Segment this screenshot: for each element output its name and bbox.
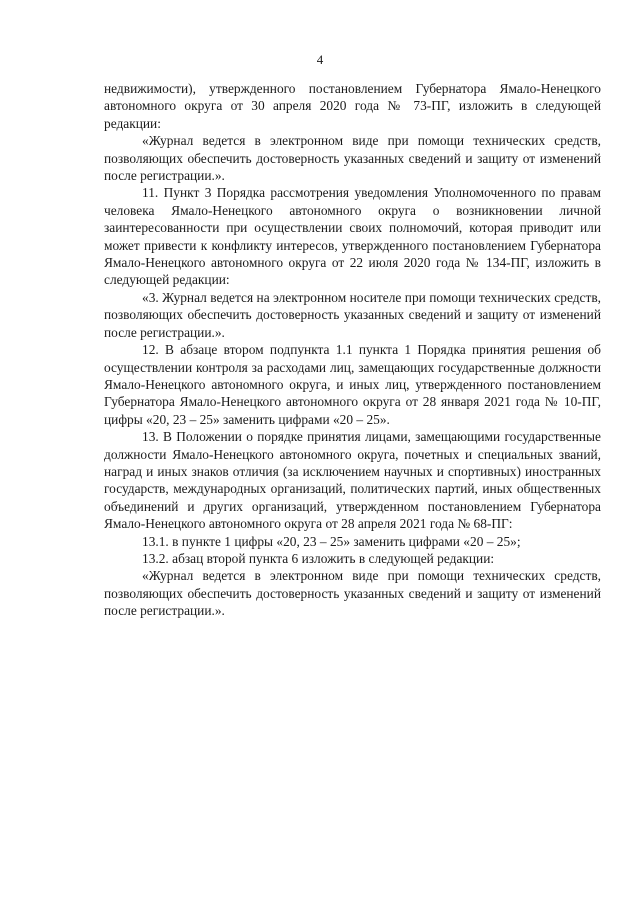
- paragraph-quote-journal: «Журнал ведется в электронном виде при помощи технических средств, позволяющих обеспечить достоверность указанных сведений и защиту от изменений после регистрации.».: [104, 133, 601, 184]
- document-body: [104, 80, 601, 620]
- page-number: 4: [316, 52, 324, 67]
- paragraph-continuation: недвижимости), утвержденного постановлением Губернатора Ямало-Ненецкого автономного округа от 30 апреля 2020 года № 73-ПГ, изложить в следующей редакции:: [104, 81, 601, 131]
- paragraph-quote-journal-final: «Журнал ведется в электронном виде при помощи технических средств, позволяющих обеспечить достоверность указанных сведений и защиту от изменений после регистрации.».: [104, 568, 601, 619]
- paragraph-quote-item-3: «3. Журнал ведется на электронном носителе при помощи технических средств, позволяющих обеспечить достоверность указанных сведений и защиту от изменений после регистрации.».: [104, 289, 601, 340]
- paragraph-item-13-1: 13.1. в пункте 1 цифры «20, 23 – 25» заменить цифрами «20 – 25»;: [142, 533, 521, 549]
- paragraph-item-13-2: 13.2. абзац второй пункта 6 изложить в следующей редакции:: [142, 550, 495, 566]
- paragraph-item-12: 12. В абзаце втором подпункта 1.1 пункта 1 Порядка принятия решения об осуществлении контроля за расходами лиц, замещающих государственные должности Ямало-Ненецкого автономного округа, и иных лиц, утвержденного постановлением Губернатора Ямало-Ненецкого автономного округа от 28 января 2021 года № 10-ПГ, цифры «20, 23 – 25» заменить цифрами «20 – 25».: [104, 342, 601, 427]
- paragraph-item-11: 11. Пункт 3 Порядка рассмотрения уведомления Уполномоченного по правам человека Ямало-Ненецкого автономного округа о возникновении личной заинтересованности при осуществлении своих полномочий, которая приводит или может привести к конфликту интересов, утвержденного постановлением Губернатора Ямало-Ненецкого автономного округа от 22 июля 2020 года № 134-ПГ, изложить в следующей редакции:: [104, 185, 601, 288]
- paragraph-item-13: 13. В Положении о порядке принятия лицами, замещающими государственные должности Ямало-Ненецкого автономного округа, почетных и специальных званий, наград и иных знаков отличия (за исключением научных и спортивных) иностранных государств, международных организаций, политических партий, иных общественных объединений и других организаций, утвержденном постановлением Губернатора Ямало-Ненецкого автономного округа от 28 апреля 2021 года № 68-ПГ:: [104, 429, 601, 532]
